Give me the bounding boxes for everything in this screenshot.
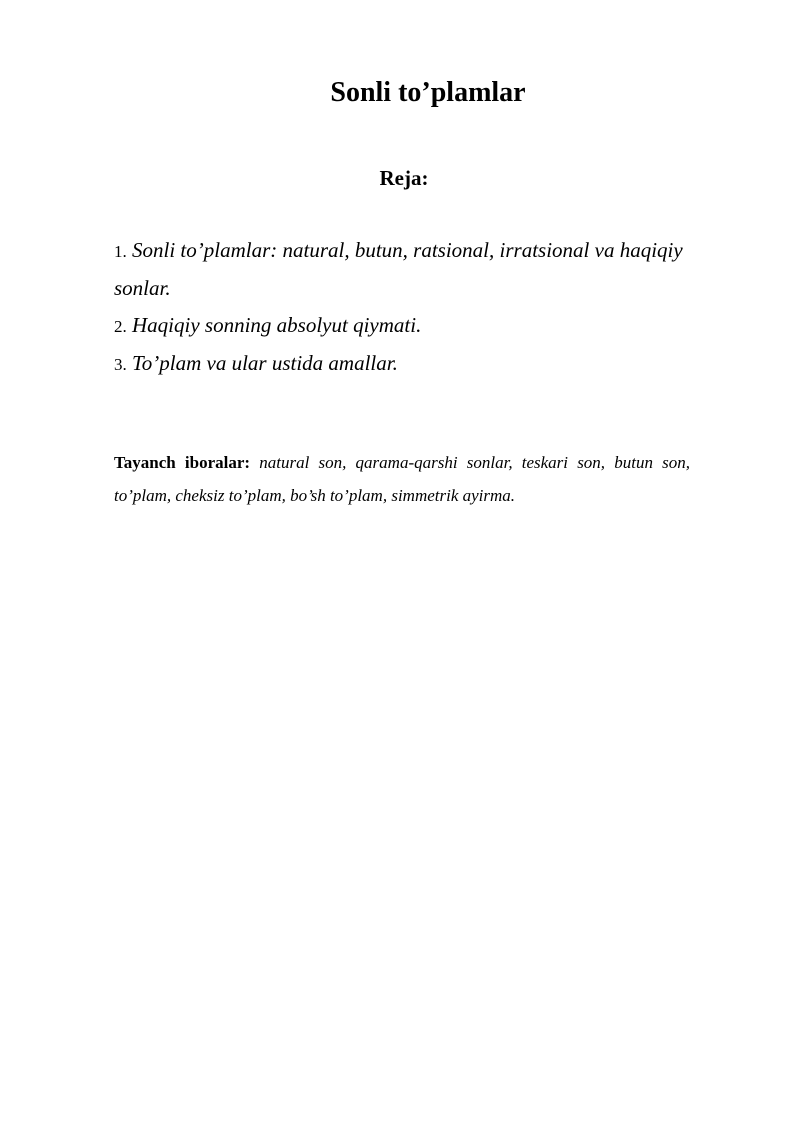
plan-item-number: 1. <box>114 242 127 261</box>
keywords-paragraph <box>114 446 690 512</box>
plan-item-text: To’plam va ular ustida amallar. <box>132 351 398 375</box>
keywords-text: natural son, qarama-qarshi sonlar, teskari son, butun son, to’plam, cheksiz to’plam, bo’sh to’plam, simmetrik ayirma. <box>114 453 691 505</box>
page-title: Sonli to’plamlar <box>330 77 526 108</box>
plan-item-1 <box>114 232 714 307</box>
keywords-label: Tayanch iboralar: <box>114 453 251 472</box>
plan-list <box>114 232 714 383</box>
plan-heading: Reja: <box>379 166 429 190</box>
plan-item-number: 2. <box>114 317 127 336</box>
plan-item-3 <box>114 345 714 383</box>
plan-item-text: Haqiqiy sonning absolyut qiymati. <box>132 313 422 337</box>
plan-item-number: 3. <box>114 355 127 374</box>
plan-item-text: Sonli to’plamlar: natural, butun, ratsional, irratsional va haqiqiy sonlar. <box>114 238 683 300</box>
plan-item-2 <box>114 307 714 345</box>
